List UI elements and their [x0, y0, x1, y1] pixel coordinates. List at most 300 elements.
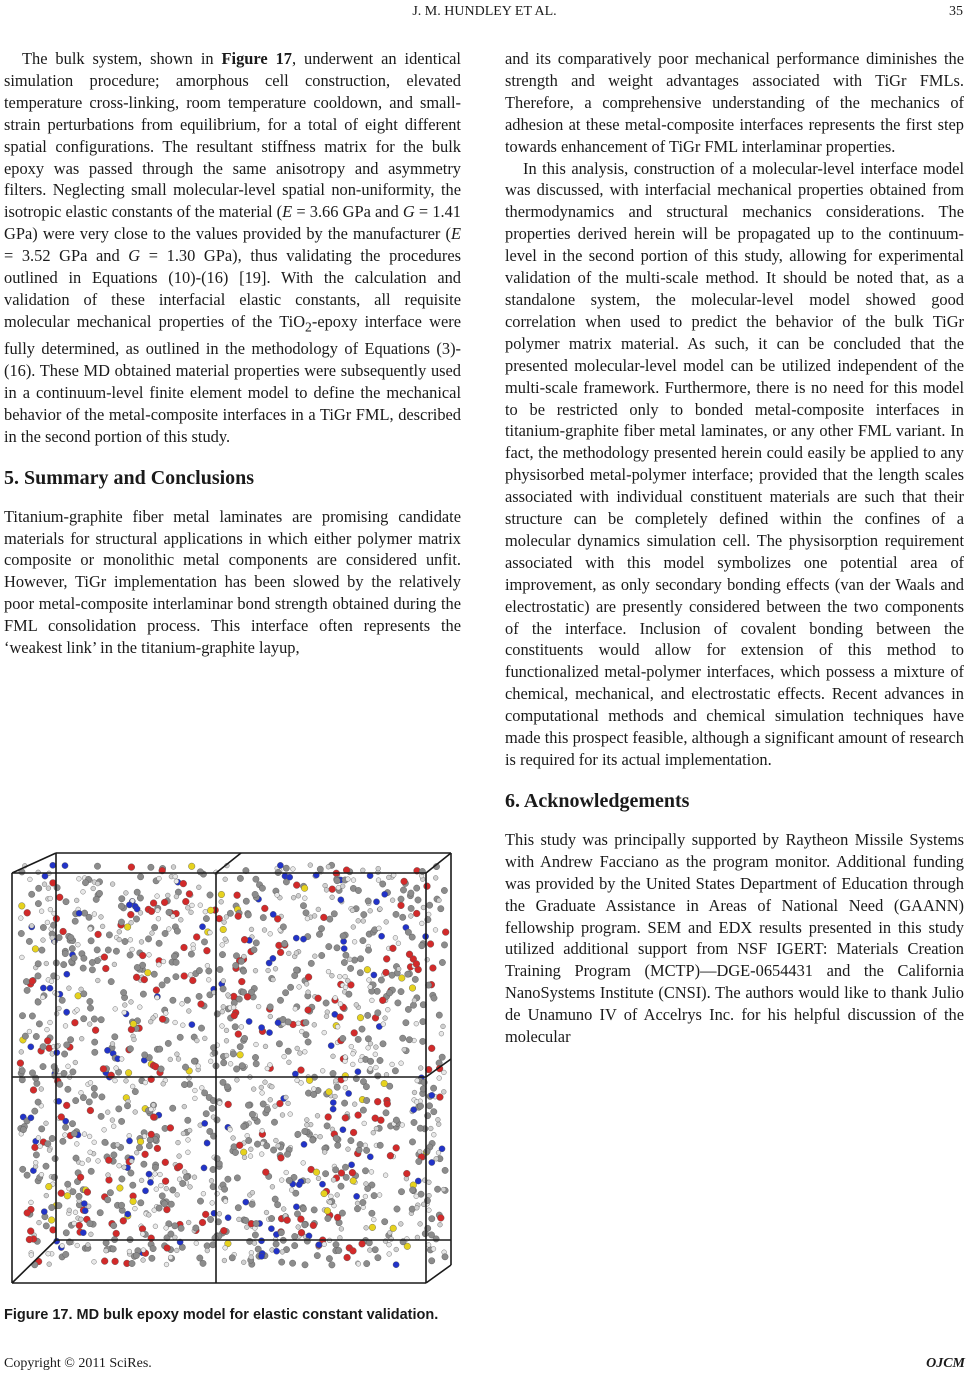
- atom: [369, 1210, 375, 1216]
- atom: [298, 1216, 305, 1223]
- atom: [118, 919, 124, 925]
- atom: [421, 905, 426, 910]
- atom: [306, 990, 311, 995]
- atom: [274, 1138, 279, 1143]
- atom: [196, 993, 202, 999]
- atom: [352, 1102, 357, 1107]
- atom: [95, 978, 100, 983]
- atom: [170, 1105, 176, 1111]
- atom-cloud: [17, 862, 449, 1268]
- atom: [165, 1040, 171, 1046]
- atom: [289, 1188, 294, 1193]
- atom: [360, 1107, 366, 1113]
- atom: [250, 1190, 255, 1195]
- atom: [173, 874, 178, 879]
- atom: [371, 1130, 376, 1135]
- atom: [61, 1051, 67, 1057]
- atom: [261, 905, 268, 912]
- atom: [399, 975, 406, 982]
- atom: [182, 898, 189, 905]
- atom: [63, 1251, 69, 1257]
- atom: [419, 943, 425, 949]
- atom: [185, 1117, 191, 1123]
- atom: [420, 1018, 426, 1024]
- atom: [70, 1189, 76, 1195]
- atom: [32, 1144, 39, 1151]
- atom: [326, 1255, 332, 1261]
- atom: [285, 1019, 291, 1025]
- atom: [62, 950, 68, 956]
- atom: [310, 1137, 316, 1143]
- atom: [434, 1156, 439, 1161]
- atom: [141, 976, 148, 983]
- atom: [274, 1248, 280, 1254]
- figure-ref[interactable]: Figure 17: [221, 49, 292, 68]
- atom: [254, 1042, 259, 1047]
- atom: [223, 1199, 228, 1204]
- atom: [249, 1255, 254, 1260]
- atom: [173, 959, 179, 965]
- atom: [305, 1007, 312, 1014]
- atom: [142, 1188, 148, 1194]
- atom: [393, 1145, 400, 1152]
- atom: [205, 1248, 210, 1253]
- atom: [241, 1123, 247, 1129]
- atom: [220, 1227, 227, 1234]
- atom: [259, 1085, 264, 1090]
- atom: [362, 1121, 367, 1126]
- atom: [433, 1236, 439, 1242]
- atom: [189, 1022, 195, 1028]
- atom: [427, 1208, 432, 1213]
- atom: [145, 969, 152, 976]
- atom: [222, 920, 227, 925]
- atom: [170, 997, 176, 1003]
- atom: [197, 1198, 203, 1204]
- atom: [195, 1038, 200, 1043]
- atom: [268, 1097, 273, 1102]
- atom: [219, 899, 224, 904]
- atom: [253, 968, 258, 973]
- atom: [133, 916, 139, 922]
- atom: [43, 1223, 49, 1229]
- atom: [225, 1215, 231, 1221]
- atom: [329, 886, 336, 893]
- atom: [187, 1128, 192, 1133]
- atom: [251, 1087, 256, 1092]
- atom: [116, 1106, 122, 1112]
- atom: [304, 982, 309, 987]
- atom: [303, 1019, 309, 1025]
- atom: [166, 927, 171, 932]
- atom: [36, 1021, 42, 1027]
- atom: [47, 985, 53, 991]
- atom: [33, 1033, 39, 1039]
- atom: [237, 1217, 242, 1222]
- atom: [430, 1085, 436, 1091]
- atom: [63, 1230, 69, 1236]
- atom: [390, 1225, 397, 1232]
- atom: [139, 940, 144, 945]
- atom: [394, 1247, 399, 1252]
- atom: [400, 914, 406, 920]
- paragraph-continuation: and its comparatively poor mechanical performance diminishes the strength and weight advantages associated with TiGr FMLs. Therefore, a comprehensive understanding of the mechanics of adhesion at these metal-composite interfaces represents the first step towards enhancement of TiGr FML interlaminar properties.: [505, 49, 964, 156]
- atom: [102, 1139, 108, 1145]
- atom: [300, 903, 306, 909]
- atom: [262, 1169, 269, 1176]
- atom: [253, 1220, 259, 1226]
- atom: [282, 990, 288, 996]
- atom: [412, 998, 417, 1003]
- atom: [88, 926, 93, 931]
- atom: [374, 1098, 381, 1105]
- atom: [380, 1041, 386, 1047]
- atom: [424, 1148, 430, 1154]
- copyright: Copyright © 2011 SciRes.: [4, 1356, 152, 1371]
- atom: [196, 1064, 201, 1069]
- atom: [191, 1058, 197, 1064]
- atom: [439, 1054, 445, 1060]
- atom: [113, 1078, 118, 1083]
- atom: [368, 908, 373, 913]
- atom: [403, 1020, 409, 1026]
- atom: [96, 1159, 101, 1164]
- atom: [349, 1169, 356, 1176]
- atom: [148, 1131, 155, 1138]
- atom: [75, 1243, 80, 1248]
- atom: [350, 1248, 357, 1255]
- atom: [367, 1058, 373, 1064]
- atom: [136, 1144, 142, 1150]
- atom: [176, 1163, 183, 1170]
- atom: [44, 1037, 51, 1044]
- atom: [111, 1124, 116, 1129]
- atom: [89, 967, 95, 973]
- atom: [293, 935, 299, 941]
- atom: [193, 1088, 198, 1093]
- atom: [64, 971, 70, 977]
- atom: [217, 966, 223, 972]
- atom: [182, 1170, 187, 1175]
- atom: [178, 917, 183, 922]
- atom: [368, 1041, 373, 1046]
- atom: [207, 892, 213, 898]
- atom: [305, 974, 312, 981]
- atom: [100, 1066, 107, 1073]
- atom: [377, 1193, 382, 1198]
- atom: [389, 972, 395, 978]
- right-column: [505, 48, 964, 1048]
- atom: [154, 1145, 161, 1152]
- atom: [72, 918, 78, 924]
- atom: [72, 1019, 79, 1026]
- atom: [24, 1210, 31, 1217]
- atom: [436, 1117, 441, 1122]
- section-heading-summary: 5. Summary and Conclusions: [4, 466, 255, 489]
- atom: [95, 931, 102, 938]
- atom: [319, 1181, 325, 1187]
- atom: [350, 1129, 357, 1136]
- atom: [54, 1050, 60, 1056]
- atom: [369, 1224, 376, 1231]
- atom: [442, 929, 449, 936]
- atom: [354, 1206, 360, 1212]
- atom: [203, 1111, 209, 1117]
- atom: [142, 1151, 149, 1158]
- atom: [58, 1114, 65, 1121]
- atom: [341, 1100, 347, 1106]
- atom: [252, 1241, 257, 1246]
- atom: [442, 1254, 448, 1260]
- atom: [225, 1176, 231, 1182]
- atom: [325, 1010, 330, 1015]
- atom: [194, 1241, 199, 1246]
- atom: [292, 1233, 298, 1239]
- atom: [101, 1258, 108, 1265]
- atom: [295, 1046, 300, 1051]
- atom: [415, 1235, 420, 1240]
- atom: [162, 930, 168, 936]
- atom: [414, 1021, 419, 1026]
- atom: [33, 1152, 39, 1158]
- atom: [88, 1150, 93, 1155]
- atom: [358, 1058, 363, 1063]
- atom: [396, 941, 401, 946]
- atom: [224, 1028, 229, 1033]
- atom: [205, 963, 210, 968]
- atom: [76, 1222, 83, 1229]
- atom: [30, 1087, 37, 1094]
- atom: [189, 977, 196, 984]
- page-number: 35: [949, 4, 963, 19]
- atom: [416, 1158, 422, 1164]
- atom: [387, 1242, 392, 1247]
- atom: [238, 978, 245, 985]
- atom: [126, 1138, 132, 1144]
- atom: [349, 1044, 354, 1049]
- atom: [343, 974, 348, 979]
- atom: [333, 1241, 339, 1247]
- atom: [193, 1096, 198, 1101]
- atom: [89, 959, 95, 965]
- atom: [341, 959, 347, 965]
- atom: [268, 1215, 274, 1221]
- atom: [271, 1119, 277, 1125]
- atom: [86, 1158, 91, 1163]
- atom: [47, 1262, 52, 1267]
- atom: [188, 973, 193, 978]
- atom: [73, 1060, 78, 1065]
- atom: [374, 1065, 379, 1070]
- atom: [311, 1207, 317, 1213]
- atom: [398, 1189, 404, 1195]
- atom: [180, 1023, 185, 1028]
- atom: [48, 907, 53, 912]
- atom: [270, 955, 276, 961]
- atom: [302, 896, 307, 901]
- atom: [91, 1016, 97, 1022]
- atom: [44, 1193, 49, 1198]
- atom: [220, 926, 227, 933]
- atom: [125, 1070, 132, 1077]
- atom: [387, 1152, 394, 1159]
- atom: [350, 1178, 357, 1185]
- atom: [360, 868, 365, 873]
- atom: [161, 1081, 166, 1086]
- atom: [137, 1005, 142, 1010]
- atom: [99, 1094, 105, 1100]
- atom: [376, 866, 381, 871]
- atom: [73, 1097, 79, 1103]
- atom: [429, 1216, 435, 1222]
- atom: [148, 864, 154, 870]
- atom: [108, 978, 114, 984]
- atom: [298, 1051, 303, 1056]
- atom: [119, 896, 125, 902]
- atom: [337, 974, 342, 979]
- paragraph-bulk-system: The bulk system, shown in Figure 17, underwent an identical simulation procedure; amorphous cell construction, elevated temperature cross-linking, room temperature cooldown, and small-strain perturbations from equilibrium, for a total of eight different spatial configurations. The resultant stiffness matrix for the bulk epoxy was passed through the same anisotropy and asymmetry filters. Neglecting small molecular-level spatial non-uniformity, the isotropic elastic constants of the material (E = 3.66 GPa and G = 1.41 GPa) were very close to the values provided by the manufacturer (E = 3.52 GPa and G = 1.30 GPa), thus validating the procedures outlined in Equations (10)-(16) [19]. With the calculation and validation of these interfacial elastic constants, all requisite molecular mechanical properties of the TiO$_2$-epoxy interface were fully determined, as outlined in the methodology of Equations (3)-(16). These MD obtained material properties were subsequently used in a continuum-level finite element model to define the mechanical behavior of the metal-composite interfaces in a TiGr FML, described in the second portion of this study.: [4, 49, 462, 446]
- atom: [302, 1222, 308, 1228]
- atom: [351, 1051, 356, 1056]
- atom: [409, 1139, 415, 1145]
- atom: [92, 1027, 99, 1034]
- atom: [67, 1208, 72, 1213]
- atom: [277, 949, 284, 956]
- atom: [188, 1185, 193, 1190]
- atom: [346, 877, 351, 882]
- atom: [127, 1046, 133, 1052]
- atom: [441, 887, 447, 893]
- atom: [79, 1217, 84, 1222]
- atom: [278, 1229, 284, 1235]
- atom: [268, 931, 273, 936]
- atom: [258, 1238, 264, 1244]
- atom: [254, 1141, 260, 1147]
- atom: [164, 1186, 169, 1191]
- atom: [93, 896, 99, 902]
- atom: [17, 1060, 24, 1067]
- atom: [142, 1052, 148, 1058]
- atom: [81, 1201, 87, 1207]
- atom: [393, 1117, 399, 1123]
- atom: [316, 1242, 322, 1248]
- atom: [182, 1064, 188, 1070]
- atom: [284, 1151, 290, 1157]
- atom: [220, 986, 226, 992]
- atom: [39, 1172, 44, 1177]
- atom: [174, 879, 179, 884]
- atom: [383, 969, 390, 976]
- atom: [356, 1262, 361, 1267]
- atom: [324, 1208, 331, 1215]
- atom: [182, 1104, 187, 1109]
- atom: [340, 1127, 346, 1133]
- atom: [186, 1138, 191, 1143]
- atom: [140, 1232, 145, 1237]
- atom: [280, 1113, 285, 1118]
- atom: [419, 921, 424, 926]
- atom: [39, 1087, 44, 1092]
- atom: [201, 939, 207, 945]
- atom: [72, 1221, 77, 1226]
- atom: [171, 914, 176, 919]
- atom: [426, 902, 432, 908]
- atom: [156, 1205, 162, 1211]
- atom: [298, 1229, 305, 1236]
- atom: [428, 1126, 433, 1131]
- atom: [284, 1095, 289, 1100]
- atom: [220, 1009, 225, 1014]
- atom: [196, 885, 201, 890]
- atom: [266, 1030, 272, 1036]
- atom: [296, 893, 301, 898]
- atom: [216, 915, 223, 922]
- atom: [383, 1110, 389, 1116]
- atom: [322, 1150, 327, 1155]
- atom: [106, 1177, 113, 1184]
- atom: [188, 863, 195, 870]
- atom: [304, 1238, 310, 1244]
- atom: [273, 1241, 279, 1247]
- page-footer: [4, 1356, 965, 1372]
- atom: [324, 888, 329, 893]
- atom: [106, 932, 112, 938]
- atom: [415, 1078, 420, 1083]
- box-edge: [426, 1265, 451, 1283]
- atom: [92, 912, 97, 917]
- atom: [127, 1133, 132, 1138]
- atom: [176, 1140, 181, 1145]
- atom: [39, 947, 45, 953]
- atom: [351, 925, 356, 930]
- atom: [260, 1101, 266, 1107]
- atom: [173, 974, 179, 980]
- atom: [124, 924, 131, 931]
- atom: [110, 1118, 115, 1123]
- atom: [393, 911, 399, 917]
- atom: [84, 1189, 91, 1196]
- atom: [124, 891, 129, 896]
- atom: [133, 1110, 138, 1115]
- atom: [52, 1155, 58, 1161]
- atom: [178, 1225, 184, 1231]
- atom: [87, 1107, 94, 1114]
- atom: [217, 1101, 222, 1106]
- atom: [398, 896, 404, 902]
- atom: [64, 1042, 70, 1048]
- atom: [368, 1066, 373, 1071]
- atom: [45, 1027, 50, 1032]
- atom: [305, 916, 310, 921]
- atom: [19, 1013, 25, 1019]
- atom: [326, 864, 331, 869]
- atom: [91, 886, 96, 891]
- atom: [412, 976, 418, 982]
- atom: [153, 1224, 158, 1229]
- atom: [60, 1138, 66, 1144]
- atom: [221, 979, 226, 984]
- atom: [133, 974, 140, 981]
- atom: [97, 1210, 103, 1216]
- atom: [92, 1140, 97, 1145]
- atom: [26, 1236, 33, 1243]
- atom: [161, 1201, 167, 1207]
- atom: [317, 866, 323, 872]
- atom: [137, 1138, 144, 1145]
- atom: [242, 1155, 247, 1160]
- atom: [24, 909, 31, 916]
- atom: [94, 947, 100, 953]
